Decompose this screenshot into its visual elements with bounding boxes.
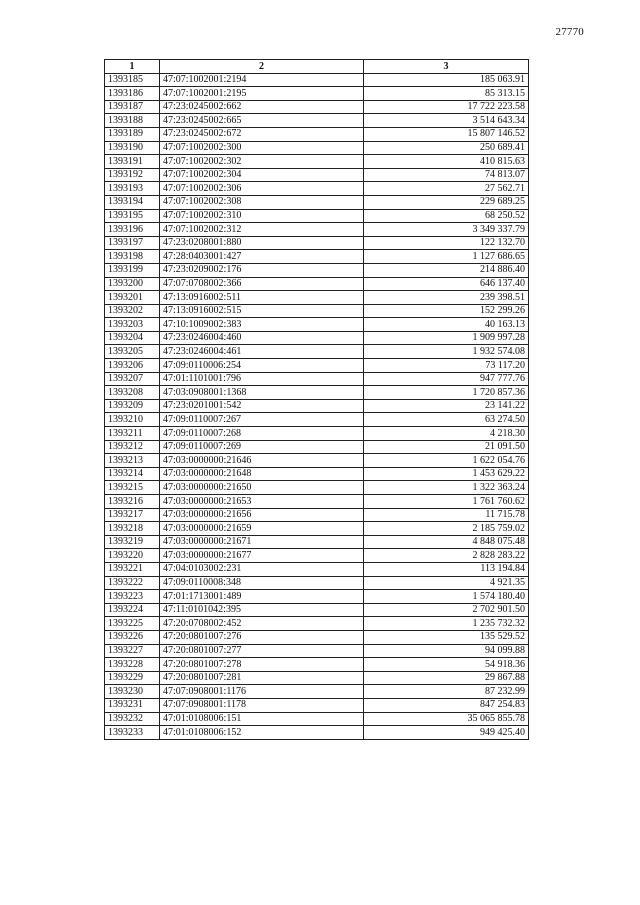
page-number: 27770 bbox=[555, 26, 584, 38]
cadastral-number-cell: 47:13:0916002:515 bbox=[160, 304, 364, 318]
cadastral-value-cell: 3 349 337.79 bbox=[364, 223, 529, 237]
cadastral-value-cell: 1 235 732.32 bbox=[364, 617, 529, 631]
row-number-cell: 1393210 bbox=[105, 413, 160, 427]
row-number-cell: 1393206 bbox=[105, 359, 160, 373]
row-number-cell: 1393191 bbox=[105, 155, 160, 169]
cadastral-number-cell: 47:09:0110007:268 bbox=[160, 427, 364, 441]
table-row bbox=[105, 549, 529, 563]
table-row bbox=[105, 671, 529, 685]
cadastral-number-cell: 47:20:0708002:452 bbox=[160, 617, 364, 631]
cadastral-number-cell: 47:07:0908001:1178 bbox=[160, 698, 364, 712]
row-number-cell: 1393220 bbox=[105, 549, 160, 563]
row-number-cell: 1393196 bbox=[105, 223, 160, 237]
cadastral-number-cell: 47:23:0208001:880 bbox=[160, 236, 364, 250]
table-row bbox=[105, 236, 529, 250]
table-row bbox=[105, 87, 529, 101]
table-row bbox=[105, 535, 529, 549]
cadastral-value-cell: 1 322 363.24 bbox=[364, 481, 529, 495]
cadastral-value-cell: 949 425.40 bbox=[364, 726, 529, 740]
table-row bbox=[105, 495, 529, 509]
cadastral-value-cell: 2 185 759.02 bbox=[364, 522, 529, 536]
cadastral-number-cell: 47:03:0000000:21659 bbox=[160, 522, 364, 536]
table-row bbox=[105, 209, 529, 223]
table-row bbox=[105, 73, 529, 87]
cadastral-number-cell: 47:28:0403001:427 bbox=[160, 250, 364, 264]
row-number-cell: 1393197 bbox=[105, 236, 160, 250]
row-number-cell: 1393226 bbox=[105, 630, 160, 644]
row-number-cell: 1393207 bbox=[105, 372, 160, 386]
cadastral-number-cell: 47:01:1713001:489 bbox=[160, 590, 364, 604]
cadastral-number-cell: 47:11:0101042:395 bbox=[160, 603, 364, 617]
table-row bbox=[105, 127, 529, 141]
row-number-cell: 1393212 bbox=[105, 440, 160, 454]
row-number-cell: 1393205 bbox=[105, 345, 160, 359]
table-row bbox=[105, 372, 529, 386]
row-number-cell: 1393208 bbox=[105, 386, 160, 400]
cadastral-number-cell: 47:07:0708002:366 bbox=[160, 277, 364, 291]
table-row bbox=[105, 141, 529, 155]
table-row bbox=[105, 508, 529, 522]
cadastral-number-cell: 47:20:0801007:278 bbox=[160, 658, 364, 672]
cadastral-value-cell: 21 091.50 bbox=[364, 440, 529, 454]
cadastral-value-table bbox=[104, 59, 529, 740]
cadastral-number-cell: 47:09:0110006:254 bbox=[160, 359, 364, 373]
row-number-cell: 1393216 bbox=[105, 495, 160, 509]
row-number-cell: 1393188 bbox=[105, 114, 160, 128]
cadastral-value-cell: 4 921.35 bbox=[364, 576, 529, 590]
cadastral-number-cell: 47:07:1002002:310 bbox=[160, 209, 364, 223]
cadastral-number-cell: 47:03:0000000:21648 bbox=[160, 467, 364, 481]
cadastral-number-cell: 47:07:0908001:1176 bbox=[160, 685, 364, 699]
table-row bbox=[105, 399, 529, 413]
table-row bbox=[105, 712, 529, 726]
row-number-cell: 1393215 bbox=[105, 481, 160, 495]
cadastral-value-cell: 94 099.88 bbox=[364, 644, 529, 658]
cadastral-number-cell: 47:07:1002002:304 bbox=[160, 168, 364, 182]
table-row bbox=[105, 155, 529, 169]
row-number-cell: 1393214 bbox=[105, 467, 160, 481]
cadastral-value-cell: 2 702 901.50 bbox=[364, 603, 529, 617]
cadastral-value-cell: 214 886.40 bbox=[364, 263, 529, 277]
cadastral-value-cell: 410 815.63 bbox=[364, 155, 529, 169]
row-number-cell: 1393232 bbox=[105, 712, 160, 726]
table-row bbox=[105, 467, 529, 481]
column-header-2: 2 bbox=[160, 60, 364, 74]
cadastral-number-cell: 47:09:0110008:348 bbox=[160, 576, 364, 590]
cadastral-number-cell: 47:01:1101001:796 bbox=[160, 372, 364, 386]
row-number-cell: 1393204 bbox=[105, 331, 160, 345]
table-row bbox=[105, 576, 529, 590]
table-row bbox=[105, 562, 529, 576]
row-number-cell: 1393200 bbox=[105, 277, 160, 291]
cadastral-value-cell: 54 918.36 bbox=[364, 658, 529, 672]
row-number-cell: 1393228 bbox=[105, 658, 160, 672]
cadastral-number-cell: 47:10:1009002:383 bbox=[160, 318, 364, 332]
row-number-cell: 1393198 bbox=[105, 250, 160, 264]
cadastral-value-cell: 4 848 075.48 bbox=[364, 535, 529, 549]
table-row bbox=[105, 440, 529, 454]
cadastral-value-cell: 63 274.50 bbox=[364, 413, 529, 427]
row-number-cell: 1393185 bbox=[105, 73, 160, 87]
cadastral-value-cell: 87 232.99 bbox=[364, 685, 529, 699]
row-number-cell: 1393233 bbox=[105, 726, 160, 740]
cadastral-number-cell: 47:13:0916002:511 bbox=[160, 291, 364, 305]
cadastral-number-cell: 47:09:0110007:269 bbox=[160, 440, 364, 454]
table-row bbox=[105, 195, 529, 209]
cadastral-number-cell: 47:03:0908001:1368 bbox=[160, 386, 364, 400]
row-number-cell: 1393225 bbox=[105, 617, 160, 631]
cadastral-value-cell: 646 137.40 bbox=[364, 277, 529, 291]
cadastral-value-cell: 17 722 223.58 bbox=[364, 100, 529, 114]
cadastral-value-cell: 3 514 643.34 bbox=[364, 114, 529, 128]
table-row bbox=[105, 291, 529, 305]
cadastral-value-cell: 152 299.26 bbox=[364, 304, 529, 318]
table-row bbox=[105, 427, 529, 441]
table-row bbox=[105, 318, 529, 332]
table-row bbox=[105, 685, 529, 699]
cadastral-number-cell: 47:07:1002002:300 bbox=[160, 141, 364, 155]
row-number-cell: 1393201 bbox=[105, 291, 160, 305]
table-row bbox=[105, 603, 529, 617]
cadastral-number-cell: 47:01:0108006:152 bbox=[160, 726, 364, 740]
table-row bbox=[105, 345, 529, 359]
cadastral-number-cell: 47:03:0000000:21646 bbox=[160, 454, 364, 468]
row-number-cell: 1393203 bbox=[105, 318, 160, 332]
row-number-cell: 1393213 bbox=[105, 454, 160, 468]
cadastral-number-cell: 47:23:0201001:542 bbox=[160, 399, 364, 413]
cadastral-value-cell: 11 715.78 bbox=[364, 508, 529, 522]
table-row bbox=[105, 698, 529, 712]
cadastral-value-cell: 23 141.22 bbox=[364, 399, 529, 413]
row-number-cell: 1393202 bbox=[105, 304, 160, 318]
cadastral-number-cell: 47:07:1002002:308 bbox=[160, 195, 364, 209]
cadastral-value-cell: 239 398.51 bbox=[364, 291, 529, 305]
row-number-cell: 1393217 bbox=[105, 508, 160, 522]
row-number-cell: 1393227 bbox=[105, 644, 160, 658]
cadastral-number-cell: 47:20:0801007:281 bbox=[160, 671, 364, 685]
cadastral-value-cell: 1 720 857.36 bbox=[364, 386, 529, 400]
cadastral-number-cell: 47:23:0245002:662 bbox=[160, 100, 364, 114]
cadastral-value-cell: 229 689.25 bbox=[364, 195, 529, 209]
row-number-cell: 1393209 bbox=[105, 399, 160, 413]
cadastral-value-cell: 1 453 629.22 bbox=[364, 467, 529, 481]
row-number-cell: 1393193 bbox=[105, 182, 160, 196]
row-number-cell: 1393211 bbox=[105, 427, 160, 441]
table-row bbox=[105, 481, 529, 495]
row-number-cell: 1393229 bbox=[105, 671, 160, 685]
table-row bbox=[105, 386, 529, 400]
table-body bbox=[105, 73, 529, 739]
row-number-cell: 1393189 bbox=[105, 127, 160, 141]
table-row bbox=[105, 617, 529, 631]
cadastral-value-cell: 74 813.07 bbox=[364, 168, 529, 182]
table-row bbox=[105, 223, 529, 237]
table-row bbox=[105, 658, 529, 672]
table-row bbox=[105, 182, 529, 196]
row-number-cell: 1393192 bbox=[105, 168, 160, 182]
cadastral-number-cell: 47:07:1002001:2195 bbox=[160, 87, 364, 101]
cadastral-value-cell: 113 194.84 bbox=[364, 562, 529, 576]
cadastral-value-cell: 35 065 855.78 bbox=[364, 712, 529, 726]
column-header-1: 1 bbox=[105, 60, 160, 74]
cadastral-number-cell: 47:23:0246004:461 bbox=[160, 345, 364, 359]
cadastral-value-cell: 85 313.15 bbox=[364, 87, 529, 101]
cadastral-value-cell: 68 250.52 bbox=[364, 209, 529, 223]
cadastral-number-cell: 47:07:1002002:302 bbox=[160, 155, 364, 169]
table-row bbox=[105, 454, 529, 468]
cadastral-number-cell: 47:07:1002002:312 bbox=[160, 223, 364, 237]
cadastral-number-cell: 47:23:0245002:665 bbox=[160, 114, 364, 128]
cadastral-value-cell: 4 218.30 bbox=[364, 427, 529, 441]
table-row bbox=[105, 726, 529, 740]
row-number-cell: 1393231 bbox=[105, 698, 160, 712]
cadastral-value-cell: 27 562.71 bbox=[364, 182, 529, 196]
cadastral-value-cell: 2 828 283.22 bbox=[364, 549, 529, 563]
cadastral-value-cell: 29 867.88 bbox=[364, 671, 529, 685]
cadastral-number-cell: 47:03:0000000:21671 bbox=[160, 535, 364, 549]
table-row bbox=[105, 413, 529, 427]
table-row bbox=[105, 114, 529, 128]
column-header-3: 3 bbox=[364, 60, 529, 74]
table-row bbox=[105, 590, 529, 604]
row-number-cell: 1393195 bbox=[105, 209, 160, 223]
cadastral-value-cell: 73 117.20 bbox=[364, 359, 529, 373]
cadastral-number-cell: 47:03:0000000:21650 bbox=[160, 481, 364, 495]
row-number-cell: 1393190 bbox=[105, 141, 160, 155]
table-row bbox=[105, 522, 529, 536]
cadastral-value-cell: 250 689.41 bbox=[364, 141, 529, 155]
cadastral-number-cell: 47:03:0000000:21677 bbox=[160, 549, 364, 563]
cadastral-number-cell: 47:23:0209002:176 bbox=[160, 263, 364, 277]
cadastral-value-cell: 1 932 574.08 bbox=[364, 345, 529, 359]
cadastral-value-cell: 122 132.70 bbox=[364, 236, 529, 250]
row-number-cell: 1393219 bbox=[105, 535, 160, 549]
table-row bbox=[105, 277, 529, 291]
table-header-row bbox=[105, 60, 529, 74]
cadastral-number-cell: 47:01:0108006:151 bbox=[160, 712, 364, 726]
table-row bbox=[105, 630, 529, 644]
table-row bbox=[105, 304, 529, 318]
cadastral-number-cell: 47:04:0103002:231 bbox=[160, 562, 364, 576]
row-number-cell: 1393224 bbox=[105, 603, 160, 617]
cadastral-value-cell: 15 807 146.52 bbox=[364, 127, 529, 141]
cadastral-number-cell: 47:20:0801007:276 bbox=[160, 630, 364, 644]
row-number-cell: 1393199 bbox=[105, 263, 160, 277]
row-number-cell: 1393221 bbox=[105, 562, 160, 576]
cadastral-number-cell: 47:03:0000000:21656 bbox=[160, 508, 364, 522]
cadastral-value-cell: 1 127 686.65 bbox=[364, 250, 529, 264]
row-number-cell: 1393218 bbox=[105, 522, 160, 536]
cadastral-number-cell: 47:07:1002002:306 bbox=[160, 182, 364, 196]
cadastral-value-cell: 185 063.91 bbox=[364, 73, 529, 87]
row-number-cell: 1393222 bbox=[105, 576, 160, 590]
cadastral-value-cell: 135 529.52 bbox=[364, 630, 529, 644]
cadastral-value-cell: 947 777.76 bbox=[364, 372, 529, 386]
row-number-cell: 1393223 bbox=[105, 590, 160, 604]
cadastral-number-cell: 47:20:0801007:277 bbox=[160, 644, 364, 658]
cadastral-number-cell: 47:09:0110007:267 bbox=[160, 413, 364, 427]
cadastral-value-cell: 1 909 997.28 bbox=[364, 331, 529, 345]
table-row bbox=[105, 359, 529, 373]
row-number-cell: 1393230 bbox=[105, 685, 160, 699]
table-row bbox=[105, 250, 529, 264]
table-row bbox=[105, 331, 529, 345]
cadastral-value-cell: 1 622 054.76 bbox=[364, 454, 529, 468]
cadastral-number-cell: 47:07:1002001:2194 bbox=[160, 73, 364, 87]
table-row bbox=[105, 168, 529, 182]
row-number-cell: 1393186 bbox=[105, 87, 160, 101]
cadastral-value-cell: 1 574 180.40 bbox=[364, 590, 529, 604]
table-row bbox=[105, 644, 529, 658]
table-row bbox=[105, 263, 529, 277]
cadastral-value-cell: 1 761 760.62 bbox=[364, 495, 529, 509]
cadastral-number-cell: 47:23:0246004:460 bbox=[160, 331, 364, 345]
row-number-cell: 1393187 bbox=[105, 100, 160, 114]
row-number-cell: 1393194 bbox=[105, 195, 160, 209]
table-row bbox=[105, 100, 529, 114]
cadastral-number-cell: 47:23:0245002:672 bbox=[160, 127, 364, 141]
cadastral-value-cell: 40 163.13 bbox=[364, 318, 529, 332]
cadastral-number-cell: 47:03:0000000:21653 bbox=[160, 495, 364, 509]
cadastral-value-cell: 847 254.83 bbox=[364, 698, 529, 712]
